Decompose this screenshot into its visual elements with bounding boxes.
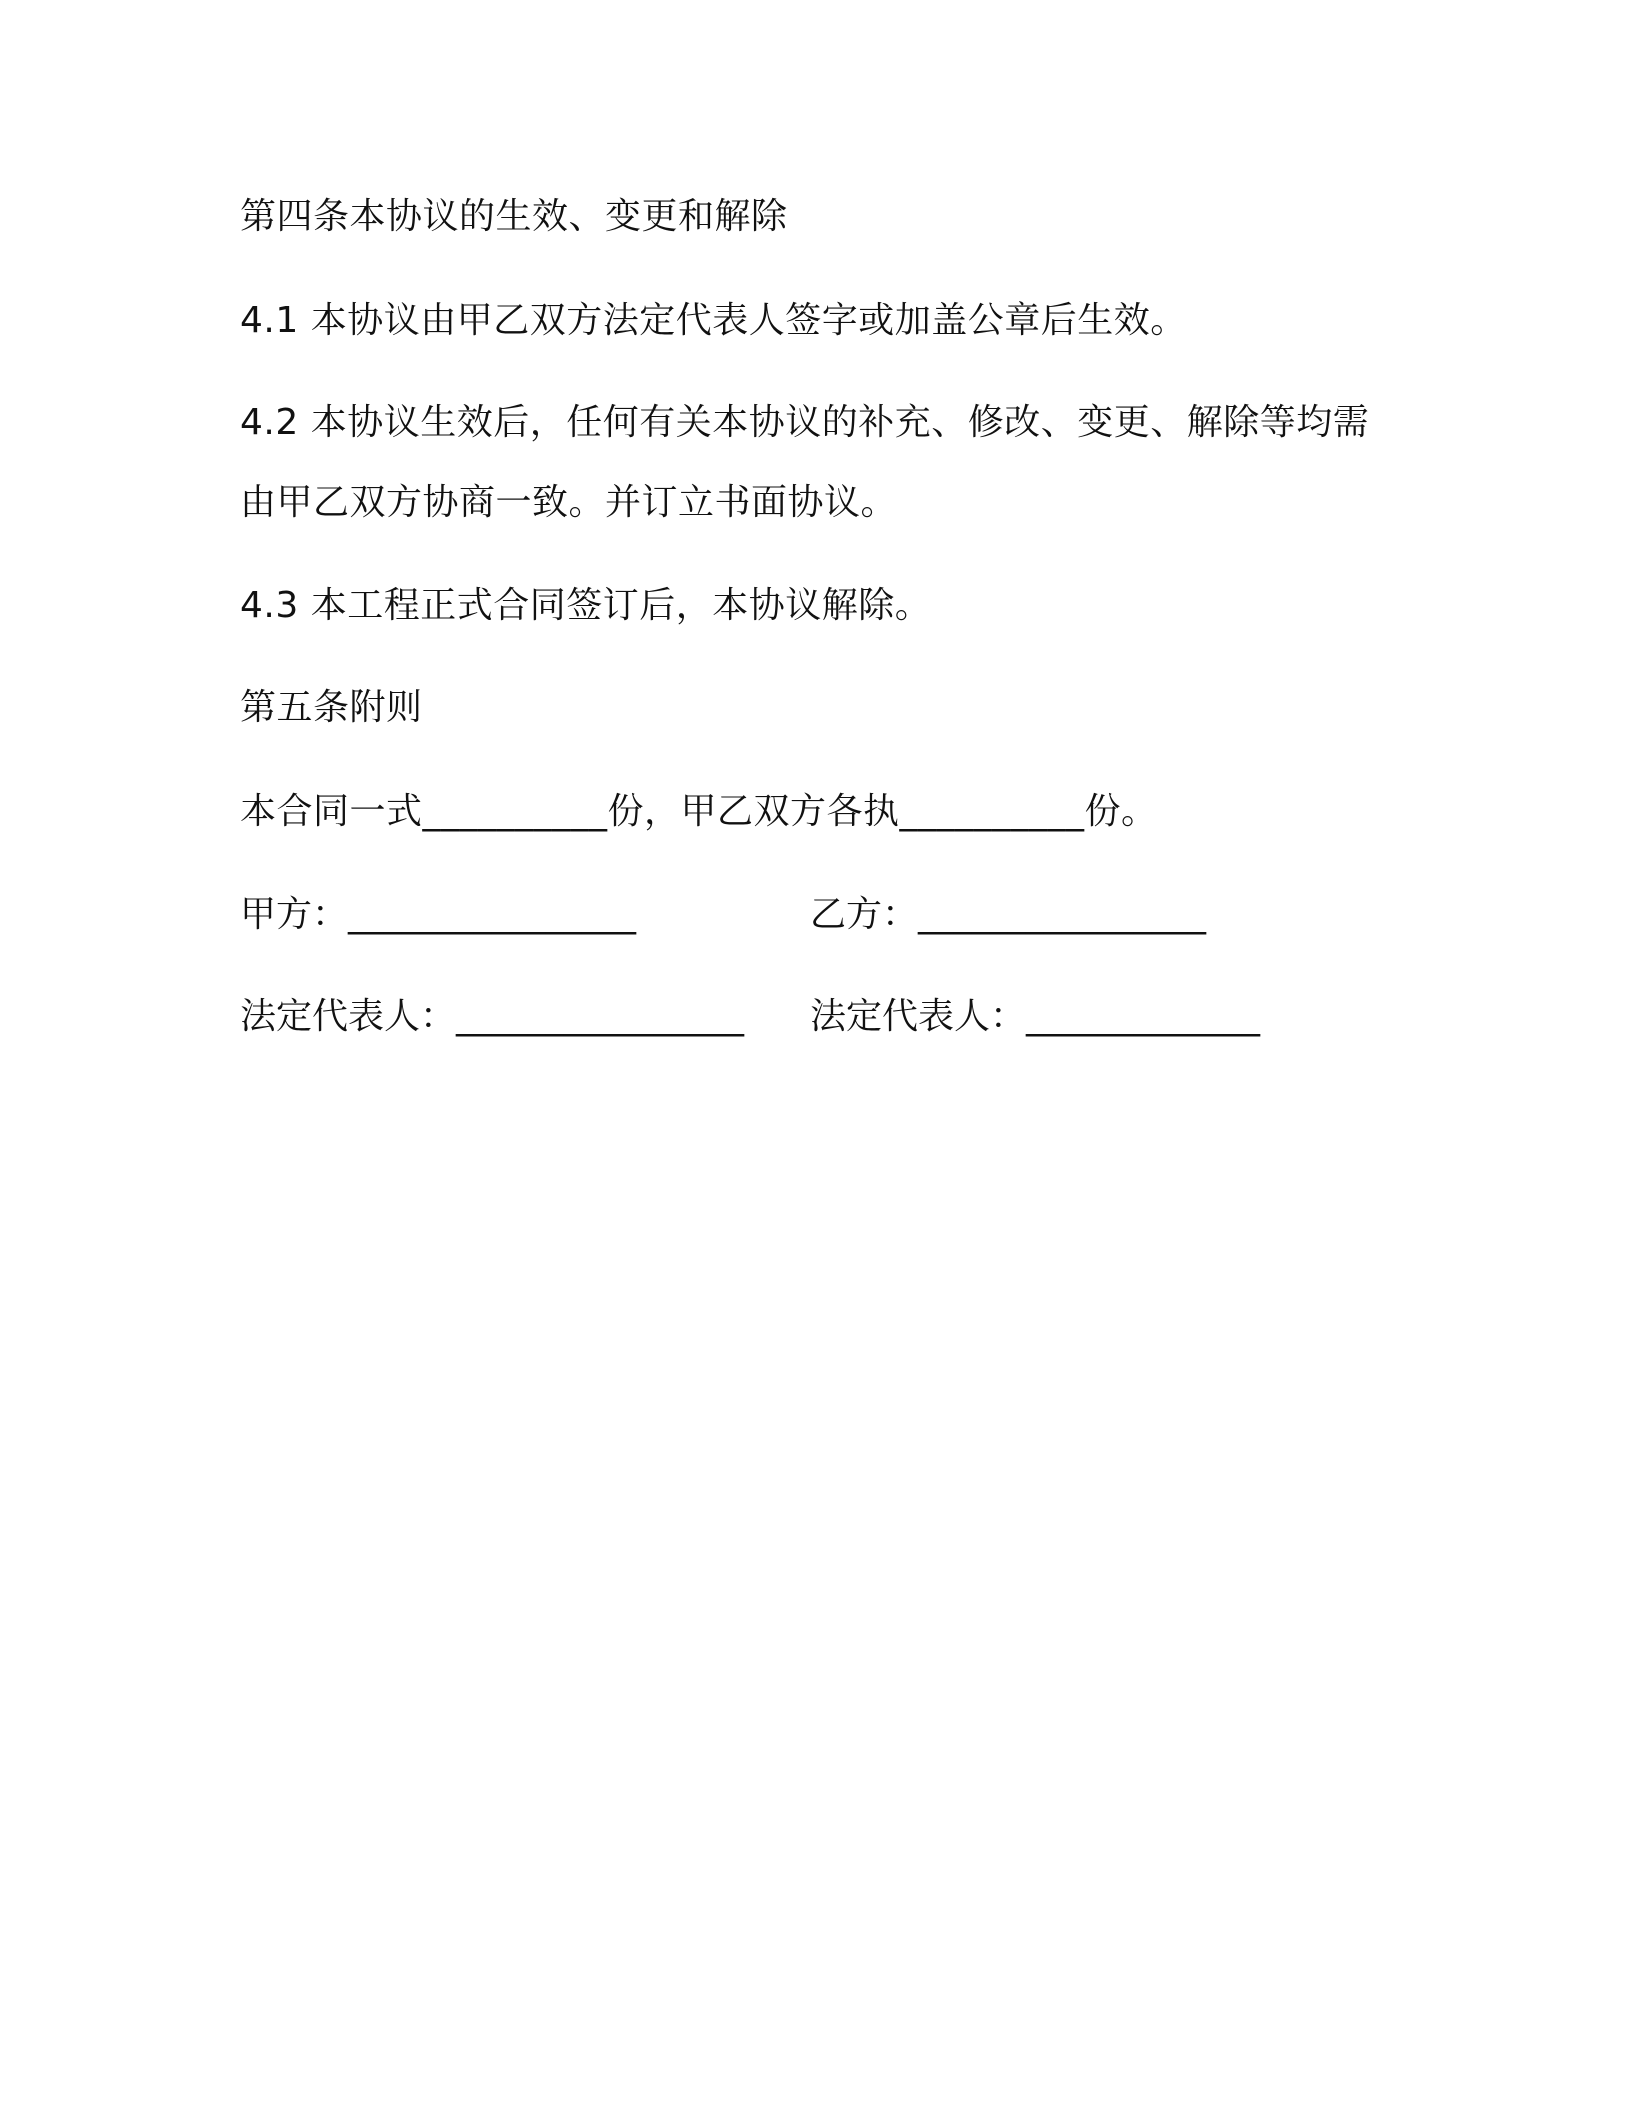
copies-line: 本合同一式__________份，甲乙双方各执__________份。 [240, 791, 1158, 832]
clause-4-2-line-1: 4.2 本协议生效后，任何有关本协议的补充、修改、变更、解除等均需 [240, 402, 1370, 443]
clause-4-3: 4.3 本工程正式合同签订后，本协议解除。 [240, 585, 932, 626]
party-a-signature: 甲方：________________ [240, 894, 637, 935]
clause-4-1: 4.1 本协议由甲乙双方法定代表人签字或加盖公章后生效。 [240, 300, 1187, 341]
party-b-signature: 乙方：________________ [810, 894, 1207, 935]
party-a-representative: 法定代表人：________________ [240, 996, 745, 1037]
party-b-representative: 法定代表人：_____________ [810, 996, 1261, 1037]
article-5-heading: 第五条附则 [240, 687, 423, 728]
clause-4-2-line-2: 由甲乙双方协商一致。并订立书面协议。 [240, 482, 898, 523]
article-4-heading: 第四条本协议的生效、变更和解除 [240, 196, 788, 237]
